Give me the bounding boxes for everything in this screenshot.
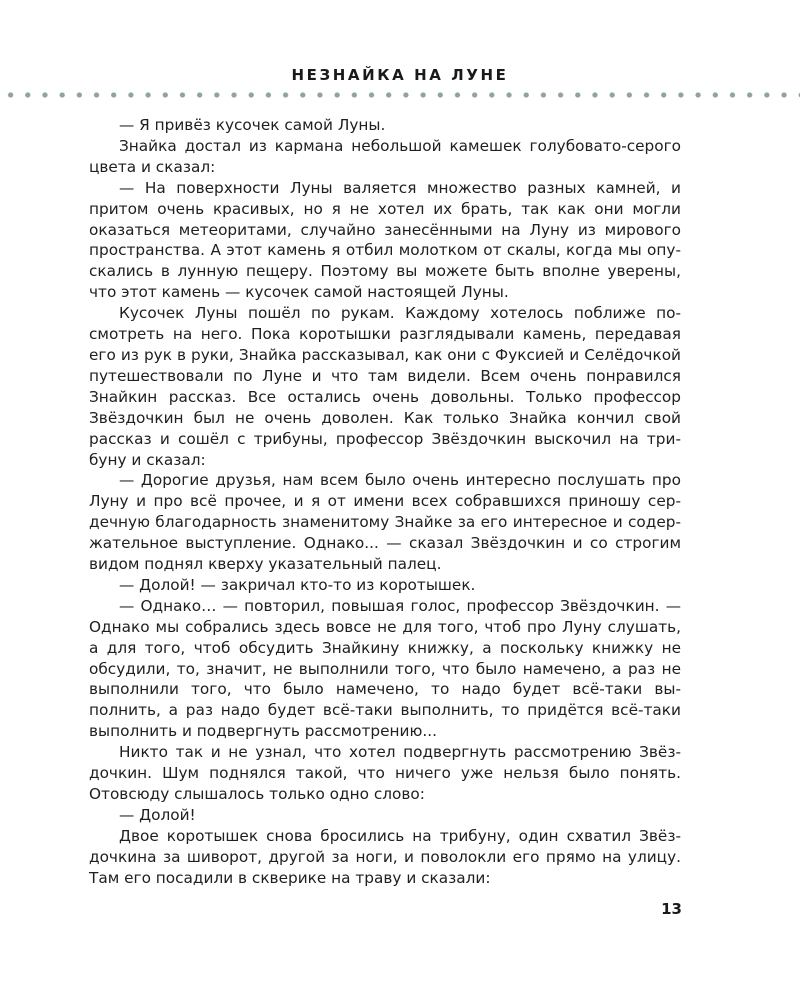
page-number: 13 — [661, 900, 682, 918]
paragraph: — Долой! — [119, 805, 196, 824]
paragraph: Знайка достал из кармана небольшой камешек голубовато-серого цвета и сказал: — [89, 136, 681, 176]
paragraph: — Дорогие друзья, нам всем было очень интересно послушать про Луну и про всё прочее, и я от имени всех собравшихся приношу сердечную благодарность знаменитому Знайке за его интересное и содержательное выступление. Однако... — сказал Звёздочкин и со строгим видом поднял кверху указательный палец. — [89, 471, 681, 574]
dotted-divider — [2, 92, 800, 98]
text-body — [89, 115, 681, 889]
paragraph: — Однако… — повторил, повышая голос, профессор Звёздочкин. — Однако мы собрались здесь вовсе не для того, чтоб про Луну слушать, а для того, чтоб обсудить Знайкину книжку, а поскольку книжку не обсудили, то, значит, не выполнили того, что было намечено, а раз не выполнили того, что было намечено, то надо будет всё-таки выполнить, а раз надо будет всё-таки выполнить, то придётся всё-таки выполнить и подвергнуть рассмотрению... — [89, 596, 681, 741]
paragraph: Кусочек Луны пошёл по рукам. Каждому хотелось поближе посмотреть на него. Пока коротышки разглядывали камень, передавая его из рук в руки, Знайка рассказывал, как они с Фуксией и Селёдочкой путешествовали по Луне и что там видели. Всем очень понравился Знайкин рассказ. Все остались очень довольны. Только профессор Звёздочкин был не очень доволен. Как только Знайка кончил свой рассказ и сошёл с трибуны, профессор Звёздочкин выскочил на трибуну и сказал: — [89, 304, 681, 469]
running-head: НЕЗНАЙКА НА ЛУНЕ — [291, 66, 509, 84]
paragraph: — Долой! — закричал кто-то из коротышек. — [119, 575, 476, 594]
paragraph: Двое коротышек снова бросились на трибуну, один схватил Звёздочкина за шиворот, другой за ноги, и поволокли его прямо на улицу. Там его посадили в скверике на траву и сказали: — [89, 826, 681, 887]
paragraph: Никто так и не узнал, что хотел подвергнуть рассмотрению Звёздочкин. Шум поднялся такой, что ничего уже нельзя было понять. Отовсюду слышалось только одно слово: — [89, 743, 681, 803]
paragraph: — На поверхности Луны валяется множество разных камней, и притом очень красивых, но я не хотел их брать, так как они могли оказаться метеоритами, случайно занесёнными на Луну из мирового пространства. А этот камень я отбил молотком от скалы, когда мы опускались в лунную пещеру. Поэтому вы можете быть вполне уверены, что этот камень — кусочек самой настоящей Луны. — [89, 178, 681, 302]
paragraph: — Я привёз кусочек самой Луны. — [119, 116, 386, 134]
